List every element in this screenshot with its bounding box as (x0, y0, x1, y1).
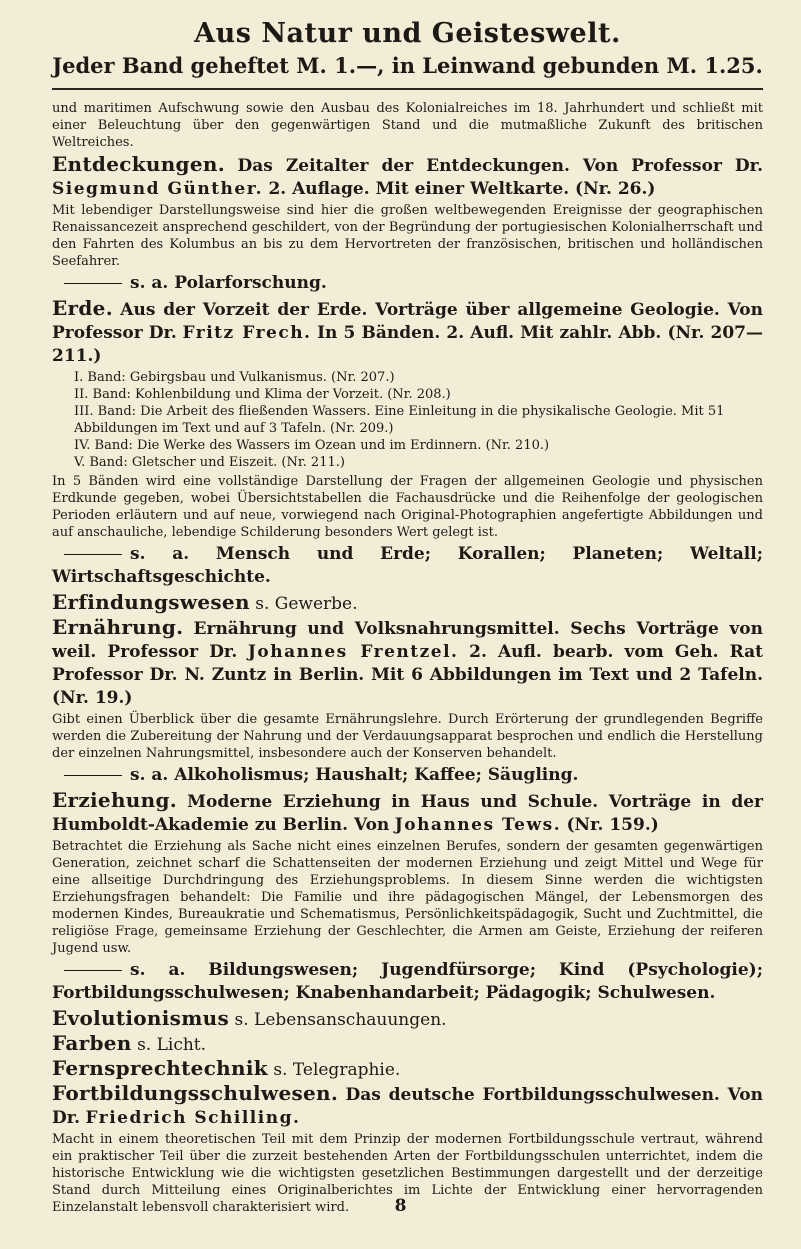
entry-author: Friedrich Schilling. (85, 1108, 301, 1128)
volume-list (74, 369, 763, 471)
entry-edition: 2. Auflage. Mit einer Weltkarte. (Nr. 26.) (268, 179, 656, 199)
entry-author: Johannes Frentzel. (247, 642, 459, 662)
cross-reference: s. a. Polarforschung. (130, 273, 327, 293)
volume-item: IV. Band: Die Werke des Wassers im Ozean und im Erdinnern. (Nr. 210.) (74, 438, 550, 453)
cross-reference: s. Gewerbe. (255, 594, 358, 614)
entry-erziehung (52, 789, 763, 1005)
page-header (52, 18, 763, 80)
entry-head: Erfindungswesen (52, 590, 250, 614)
volume-item: III. Band: Die Arbeit des fließenden Wassers. Eine Einleitung in die physikalische Geologie. Mit 51 Abbildungen im Text und auf 3 Tafeln. (Nr. 209.) (74, 404, 725, 436)
entry-fernsprechtechnik (52, 1057, 763, 1082)
header-rule (52, 88, 763, 90)
entry-erfindungswesen (52, 591, 763, 616)
cross-reference: s. a. Alkoholismus; Haushalt; Kaffee; Säugling. (130, 765, 579, 785)
entry-author: Fritz Frech. (182, 323, 312, 343)
price-line: Jeder Band geheftet M. 1.—, in Leinwand gebunden M. 1.25. (52, 53, 763, 78)
cross-reference: s. a. Bildungswesen; Jugendfürsorge; Kind (Psychologie); Fortbildungsschulwesen; Knabenhandarbeit; Pädagogik; Schulwesen. (52, 960, 763, 1003)
entry-title: Das deutsche Fortbildungsschulwesen. Von Dr. (52, 1085, 763, 1128)
cross-reference: s. a. Mensch und Erde; Korallen; Planeten; Weltall; Wirtschaftsgeschichte. (52, 544, 763, 587)
entry-head: Farben (52, 1031, 132, 1055)
volume-item: I. Band: Gebirgsbau und Vulkanismus. (Nr. 207.) (74, 370, 395, 385)
entry-head: Fortbildungsschulwesen. (52, 1081, 339, 1105)
entry-description: Mit lebendiger Darstellungsweise sind hier die großen weltbewegenden Ereignisse der geographischen Renaissancezeit ansprechend geschildert, von der Begründung der portugiesischen Kolonialherrschaft und den Fahrten des Kolumbus an bis zu dem Hervortreten der französischen, britischen und holländischen Seefahrer. (52, 203, 763, 269)
dash-rule (64, 970, 122, 971)
volume-item: II. Band: Kohlenbildung und Klima der Vorzeit. (Nr. 208.) (74, 387, 451, 402)
entry-title: Das Zeitalter der Entdeckungen. Von Professor Dr. (237, 156, 763, 176)
dash-rule (64, 283, 122, 284)
entry-head: Ernährung. (52, 615, 184, 639)
cross-reference: s. Lebensanschauungen. (234, 1010, 447, 1030)
entry-head: Entdeckungen. (52, 152, 225, 176)
entry-ernaehrung (52, 616, 763, 787)
entry-head: Evolutionismus (52, 1006, 230, 1030)
entry-farben (52, 1032, 763, 1057)
entry-description: Macht in einem theoretischen Teil mit dem Prinzip der modernen Fortbildungsschule vertraut, während ein praktischer Teil über die zurzeit bestehenden Arten der Fortbildungsschulen unterrichtet, indem die historische Entwicklung wie die wichtigsten gesetzlichen Bestimmungen dargestellt und der derzeitige Stand durch Mitteilung eines Originalberichtes im Lichte der Entwicklung einer hervorragenden Einzelanstalt lebensvoll charakterisiert wird. (52, 1132, 763, 1215)
entry-edition: (Nr. 159.) (566, 815, 659, 835)
entry-title: Aus der Vorzeit der Erde. Vorträge über allgemeine Geologie. Von Professor Dr. (52, 300, 764, 343)
entry-author: Siegmund Günther. (52, 179, 264, 199)
entry-author: Johannes Tews. (394, 815, 562, 835)
entry-description: Gibt einen Überblick über die gesamte Ernährungslehre. Durch Erörterung der grundlegenden Begriffe werden die Zubereitung der Nahrung und der Verdauungsapparat besprochen und endlich die Herstellung der einzelnen Nahrungsmittel, insbesondere auch der Konserven behandelt. (52, 712, 763, 761)
entry-head: Erde. (52, 296, 113, 320)
entry-head: Fernsprechtechnik (52, 1056, 268, 1080)
entry-description: Betrachtet die Erziehung als Sache nicht eines einzelnen Berufes, sondern der gesamten gegenwärtigen Generation, zeichnet scharf die Schattenseiten der modernen Erziehung und zeigt Mittel und Wege für eine allseitige Durchdringung des Erziehungsproblems. In diesem Sinne werden die wichtigsten Erziehungsfragen behandelt: Die Familie und ihre pädagogischen Mängel, der Lebensmorgen des modernen Kindes, Bureaukratie und Schematismus, Persönlichkeitspädagogik, Sucht und Zuchtmittel, die religiöse Frage, gemeinsame Erziehung der Geschlechter, die Armen am Geiste, Erziehung der reiferen Jugend usw. (52, 839, 763, 956)
entry-entdeckungen (52, 153, 763, 295)
cross-reference: s. Licht. (137, 1035, 207, 1055)
dash-rule (64, 775, 122, 776)
page-number: 8 (394, 1196, 407, 1216)
entry-title: Moderne Erziehung in Haus und Schule. Vorträge in der Humboldt-Akademie zu Berlin. Von (52, 792, 763, 835)
entry-evolutionismus (52, 1007, 763, 1032)
intro-paragraph: und maritimen Aufschwung sowie den Ausbau des Kolonialreiches im 18. Jahrhundert und schließt mit einer Beleuchtung über den gegenwärtigen Stand und die mutmaßliche Zukunft des britischen Weltreiches. (52, 101, 763, 150)
series-title: Aus Natur und Geisteswelt. (194, 18, 621, 49)
entry-head: Erziehung. (52, 788, 178, 812)
entry-edition: In 5 Bänden. 2. Aufl. Mit zahlr. Abb. (Nr. 207—211.) (52, 323, 763, 366)
cross-reference: s. Telegraphie. (273, 1060, 401, 1080)
volume-item: V. Band: Gletscher und Eiszeit. (Nr. 211.) (74, 455, 345, 470)
entry-edition: 2. Aufl. bearb. vom Geh. Rat Professor Dr. N. Zuntz in Berlin. Mit 6 Abbildungen im Text und 2 Tafeln. (Nr. 19.) (52, 642, 764, 708)
dash-rule (64, 554, 122, 555)
entry-description: In 5 Bänden wird eine vollständige Darstellung der Fragen der allgemeinen Geologie und physischen Erdkunde gegeben, wobei Übersichtstabellen die Fachausdrücke und die Reihenfolge der geologischen Perioden erläutern und auf neue, vorwiegend nach Original-Photographien angefertigte Abbildungen und auf anschauliche, lebendige Schilderung besonders Wert gelegt ist. (52, 474, 763, 540)
entry-title: Ernährung und Volksnahrungsmittel. Sechs Vorträge von weil. Professor Dr. (52, 619, 763, 662)
entry-erde (52, 297, 763, 589)
